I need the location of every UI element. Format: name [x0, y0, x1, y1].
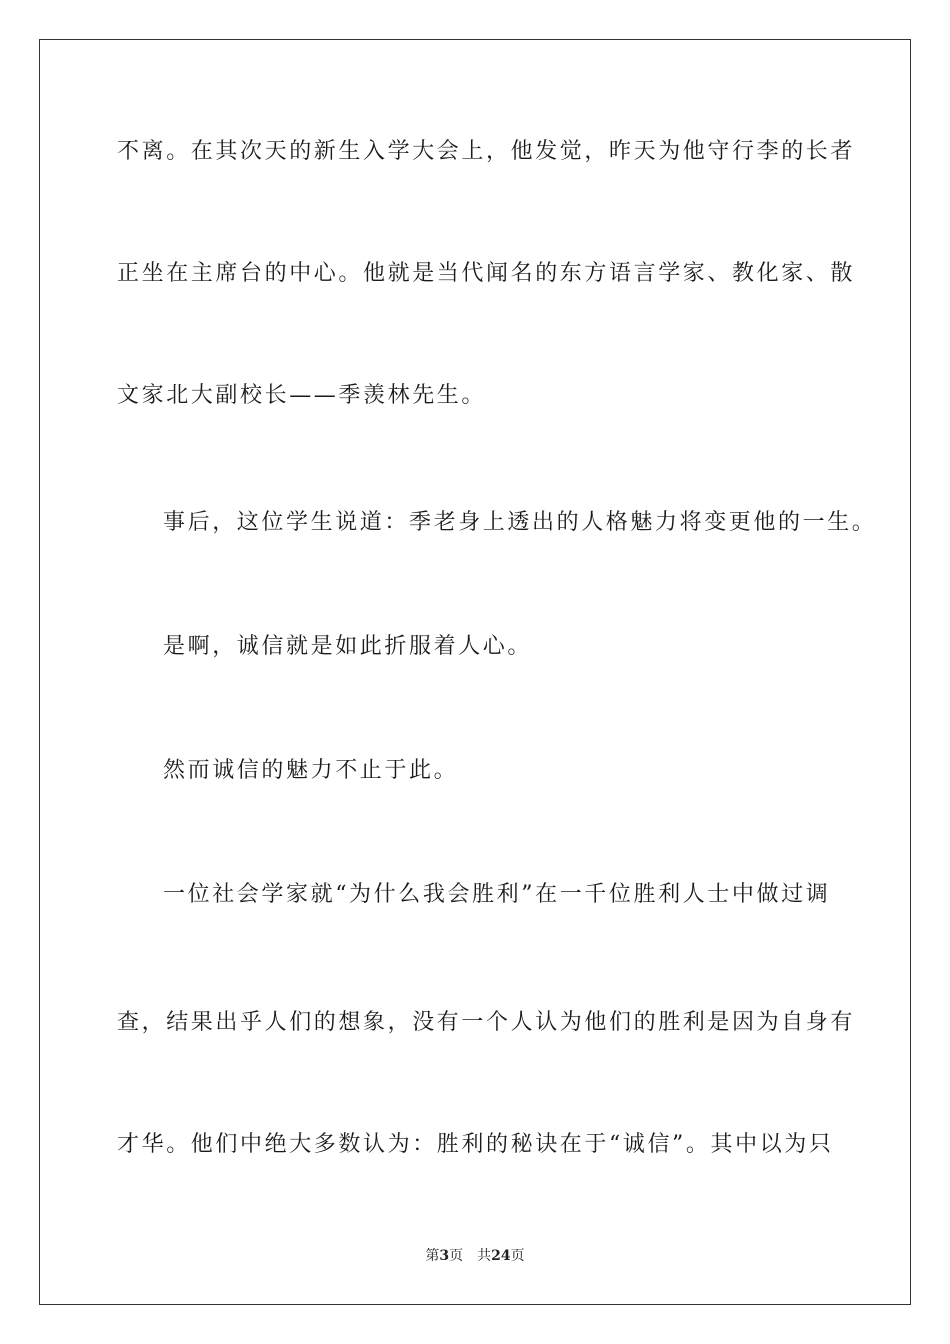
body-line-9: 才华。他们中绝大多数认为：胜利的秘诀在于“诚信”。其中以为只 [117, 1132, 834, 1157]
footer-total-pages: 24 [491, 1248, 511, 1264]
body-line-8: 查，结果出乎人们的想象，没有一个人认为他们的胜利是因为自身有 [117, 1010, 856, 1035]
footer-total-suffix: 页 [510, 1248, 525, 1264]
page-footer [0, 1247, 950, 1265]
body-line-5: 是啊，诚信就是如此折服着人心。 [163, 634, 533, 659]
body-line-3: 文家北大副校长——季羡林先生。 [117, 383, 487, 408]
body-line-7: 一位社会学家就“为什么我会胜利”在一千位胜利人士中做过调 [163, 882, 831, 907]
body-line-2: 正坐在主席台的中心。他就是当代闻名的东方语言学家、教化家、散 [117, 261, 856, 286]
footer-page-number: 3 [439, 1248, 450, 1264]
page-border [39, 39, 911, 1305]
footer-page-prefix: 第 [425, 1248, 440, 1264]
body-line-6: 然而诚信的魅力不止于此。 [163, 758, 459, 783]
footer-page-suffix: 页 [449, 1248, 464, 1264]
body-line-4: 事后，这位学生说道：季老身上透出的人格魅力将变更他的一生。 [163, 510, 877, 535]
body-line-1: 不离。在其次天的新生入学大会上，他发觉，昨天为他守行李的长者 [117, 139, 856, 164]
footer-total-prefix: 共 [477, 1248, 492, 1264]
